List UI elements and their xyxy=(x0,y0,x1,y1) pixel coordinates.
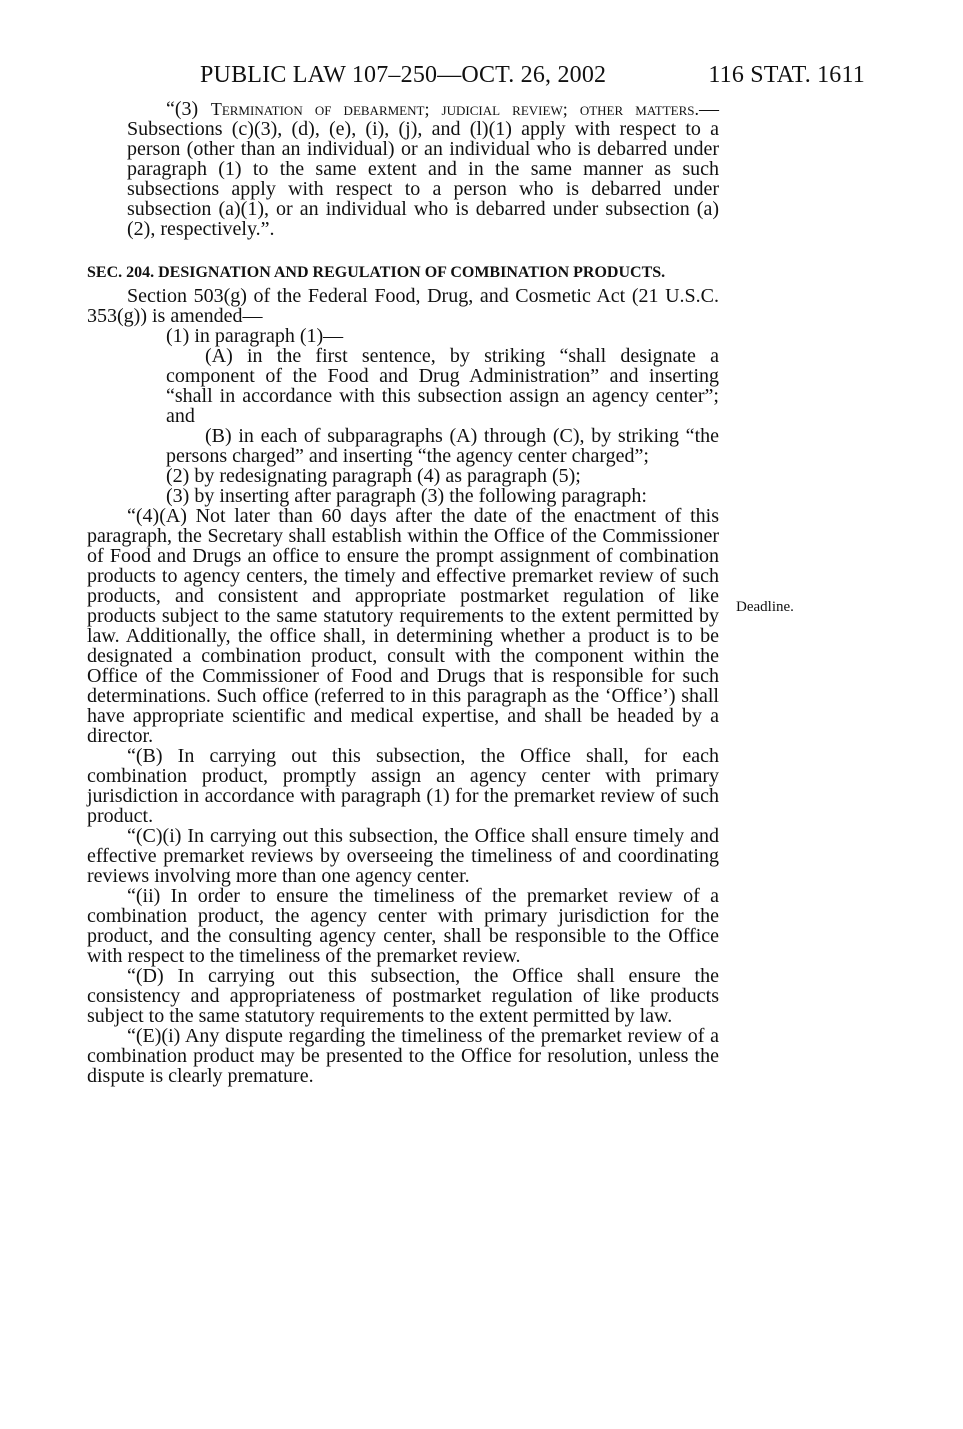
paragraph-caption: Termination of debarment; judicial review; other matters. xyxy=(210,99,700,119)
section-title: DESIGNATION AND REGULATION OF COMBINATION PRODUCTS. xyxy=(158,264,666,281)
paragraph-4e-i: “(E)(i) Any dispute regarding the timeliness of the premarket review of a combination product may be presented to the Office for resolution, unless the dispute is clearly premature. xyxy=(87,1025,719,1087)
section-heading xyxy=(87,263,719,282)
paragraph-termination-of-debarment xyxy=(127,99,719,239)
paragraph-4c-i: “(C)(i) In carrying out this subsection, the Office shall ensure timely and effective premarket reviews by overseeing the timeliness of and coordinating reviews involving more than one agency center. xyxy=(87,825,719,887)
paragraph-item-1b: (B) in each of subparagraphs (A) through (C), by striking “the persons charged” and inserting “the agency center charged”; xyxy=(166,425,719,467)
paragraph-item-3: (3) by inserting after paragraph (3) the following paragraph: xyxy=(166,485,647,507)
paragraph-4a: “(4)(A) Not later than 60 days after the date of the enactment of this paragraph, the Secretary shall establish within the Office of the Commissioner of Food and Drugs an office to ensure the prompt assignment of combination products to agency centers, the timely and effective premarket review of such products, and consistent and appropriate postmarket regulation of like products subject to the same statutory requirements to the extent permitted by law. Additionally, the office shall, in determining whether a product is to be designated a combination product, consult with the component within the Office of the Commissioner of Food and Drugs that is responsible for such determinations. Such office (referred to in this paragraph as the ‘Office’) shall have appropriate scientific and medical expertise, and shall be headed by a director. xyxy=(87,505,719,747)
margin-note-deadline: Deadline. xyxy=(736,599,794,615)
paragraph-4b: “(B) In carrying out this subsection, the Office shall, for each combination product, promptly assign an agency center with primary jurisdiction in accordance with paragraph (1) for the premarket review of such product. xyxy=(87,745,719,827)
page-body xyxy=(87,99,719,1086)
header-public-law: PUBLIC LAW 107–250—OCT. 26, 2002 xyxy=(200,62,607,88)
header-stat-page: 116 STAT. 1611 xyxy=(708,62,865,88)
running-header xyxy=(200,60,865,90)
paragraph-item-1a: (A) in the first sentence, by striking “shall designate a component of the Food and Drug Administration” and inserting “shall in accordance with this subsection assign an agency center”; and xyxy=(166,345,719,427)
paragraph-4d: “(D) In carrying out this subsection, the Office shall ensure the consistency and appropriateness of postmarket regulation of like products subject to the same statutory requirements to the extent permitted by law. xyxy=(87,965,719,1027)
paragraph-lead: “(3) xyxy=(166,98,211,120)
paragraph-amendment-intro: Section 503(g) of the Federal Food, Drug, and Cosmetic Act (21 U.S.C. 353(g)) is amended— xyxy=(87,285,719,327)
paragraph-item-1: (1) in paragraph (1)— xyxy=(166,325,344,347)
paragraph-4c-ii: “(ii) In order to ensure the timeliness of the premarket review of a combination product, the agency center with primary jurisdiction for the product, and the consulting agency center, shall be responsible to the Office with respect to the timeliness of the premarket review. xyxy=(87,885,719,967)
section-number: SEC. 204. xyxy=(87,264,155,281)
paragraph-item-2: (2) by redesignating paragraph (4) as paragraph (5); xyxy=(166,465,581,487)
paragraph-body: —Subsections (c)(3), (d), (e), (i), (j), and (l)(1) apply with respect to a person (other than an individual) or an individual who is debarred under paragraph (1) to the same extent and in the same manner as such subsections apply with respect to a person who is debarred under subsection (a)(1), or an individual who is debarred under subsection (a)(2), respectively.”. xyxy=(127,98,720,240)
